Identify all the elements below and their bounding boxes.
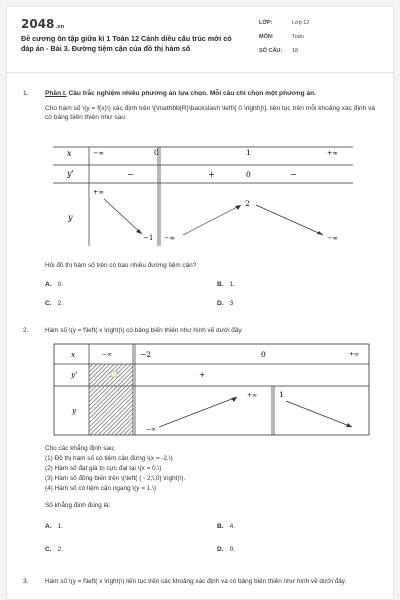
question-stem: Cho hàm số \(y = f(x)\) xác định trên \[\mathbb{R}\backslash \left\{ 0 \right\}\], liên tục trên mỗi khoảng xác định và có bảng biến thiên như sau <box>45 105 376 121</box>
y-value: −∞ <box>146 426 157 433</box>
x-value: −∞ <box>93 149 104 157</box>
sign: + <box>208 170 215 179</box>
claim-item: (2) Hàm số đạt giá trị cực đại tại \(x = 0.\) <box>45 465 162 472</box>
y-value: 2 <box>245 199 250 208</box>
x-value: 1 <box>246 148 251 157</box>
y-value: −1 <box>143 234 154 242</box>
option-a[interactable]: A. 0. <box>45 281 64 288</box>
question-prompt: Hỏi đồ thị hàm số trên có bao nhiêu đường tiệm cận? <box>45 262 197 269</box>
document-title: Đề cương ôn tập giữa kì 1 Toán 12 Cánh diều cấu trúc mới có đáp án - Bài 3. Đường tiệm cận của đồ thị hàm số <box>21 34 232 53</box>
option-b[interactable]: B. 1. <box>217 281 236 288</box>
x-value: −2 <box>140 350 152 359</box>
meta-class: LỚP: Lớp 12 <box>259 20 310 26</box>
question-stem: Hàm số \(y = f\left( x \right)\) liên tục trên các khoảng xác định và có bảng biến thiên như hình vẽ dưới đây. <box>45 578 347 585</box>
arrow-increasing <box>159 397 237 427</box>
variation-table-1 <box>7 136 395 256</box>
part-heading: Phần I. Câu trắc nghiệm nhiều phương án lựa chọn. Mỗi câu chỉ chọn một phương án. <box>45 90 316 97</box>
claim-item: (1) Đồ thị hàm số có tiệm cận đứng \(x = -2.\) <box>45 455 173 462</box>
row-label-y: y <box>72 406 77 415</box>
option-d[interactable]: D. 3 <box>217 300 234 307</box>
x-value: +∞ <box>327 149 338 157</box>
arrow-decreasing <box>256 205 323 235</box>
meta-question-count: SỐ CÂU: 18 <box>259 48 299 54</box>
question-number: 1. <box>23 90 29 97</box>
claim-item: (4) Hàm số có tiệm cận ngang \(y = 1.\) <box>45 485 156 492</box>
arrow-decreasing <box>286 401 352 427</box>
question-number: 3. <box>23 578 29 585</box>
sign: − <box>290 170 297 179</box>
question-stem: Hàm số \(y = f\left( x \right)\) có bảng biến thiên như hình vẽ dưới đây. <box>45 327 243 334</box>
row-label-y: y <box>68 213 73 222</box>
option-d[interactable]: D. 0. <box>217 546 236 553</box>
row-label-yprime: y' <box>71 370 78 379</box>
row-label-x: x <box>67 149 72 158</box>
arrow-decreasing <box>104 199 142 234</box>
document-page <box>6 6 394 600</box>
question-prompt: Số khẳng định đúng là: <box>45 502 111 509</box>
y-value: 1 <box>279 390 284 399</box>
y-value: −∞ <box>164 234 175 242</box>
option-b[interactable]: B. 4. <box>217 523 236 530</box>
sign: 0 <box>246 170 251 179</box>
row-label-yprime: y' <box>67 169 74 178</box>
variation-table-2 <box>7 339 395 439</box>
y-value: −∞ <box>327 234 338 242</box>
option-c[interactable]: C. 2. <box>45 300 64 307</box>
document-meta <box>259 20 309 62</box>
sign: − <box>127 170 134 179</box>
y-value: +∞ <box>93 188 104 196</box>
claims-intro: Cho các khẳng định sau: <box>45 445 116 452</box>
sign: + <box>199 370 206 379</box>
claim-item: (3) Hàm số đồng biến trên \(\left( { - 2;\,0} \right)\). <box>45 475 186 482</box>
x-value: −∞ <box>102 351 113 358</box>
arrow-increasing <box>183 205 241 235</box>
y-value: +∞ <box>247 392 258 399</box>
document-header <box>7 7 393 73</box>
x-value: 0 <box>261 350 266 359</box>
site-logo[interactable]: 2048.vn <box>21 17 65 31</box>
x-value: +∞ <box>349 351 360 358</box>
meta-subject: MÔN: Toán <box>259 34 304 40</box>
x-value: 0 <box>154 148 159 157</box>
option-c[interactable]: C. 2. <box>45 546 64 553</box>
option-a[interactable]: A. 1. <box>45 523 64 530</box>
row-label-x: x <box>71 350 76 359</box>
question-number: 2. <box>23 327 29 334</box>
